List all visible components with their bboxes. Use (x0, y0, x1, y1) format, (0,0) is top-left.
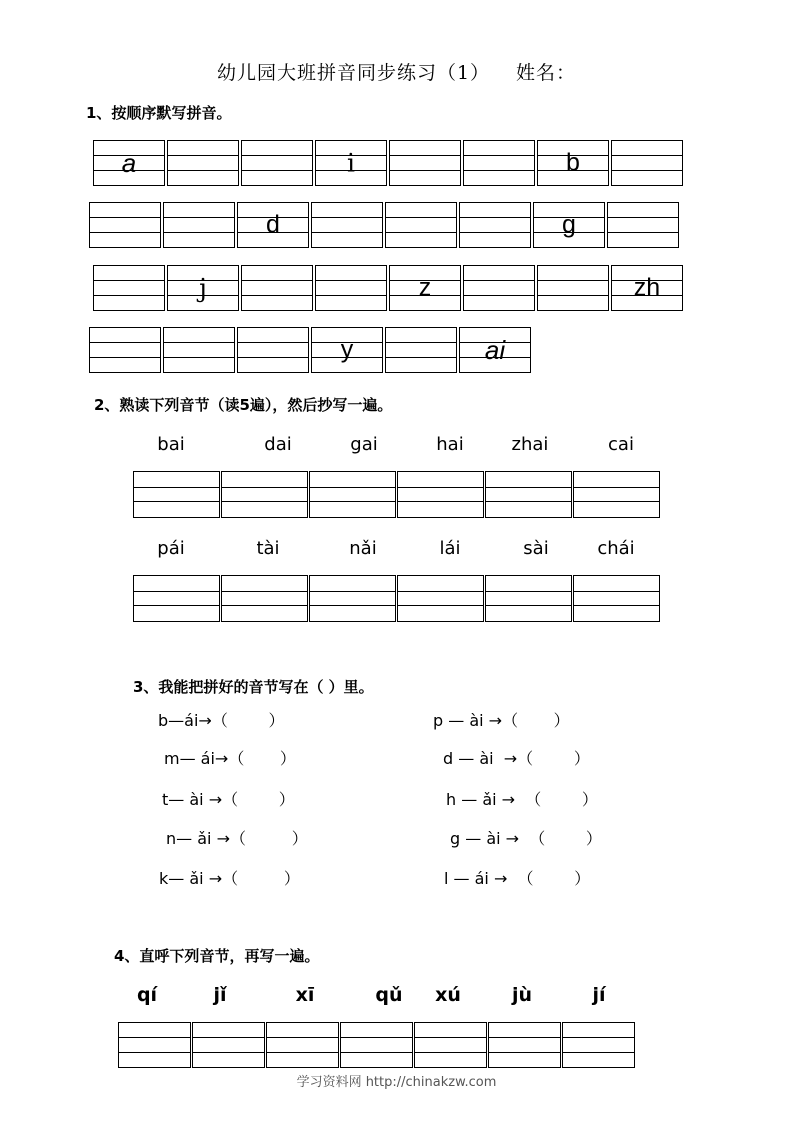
writing-cell[interactable] (241, 265, 313, 311)
writing-cell[interactable] (89, 202, 161, 248)
footer-watermark: 学习资料网 http://chinakzw.com (296, 1075, 497, 1090)
writing-cell[interactable] (463, 265, 535, 311)
syllable: zhai (511, 434, 549, 455)
writing-cell[interactable] (397, 471, 484, 518)
writing-cell[interactable] (237, 327, 309, 373)
writing-cell[interactable] (389, 140, 461, 186)
blank-question[interactable]: k— ǎi →（ ） (159, 869, 300, 888)
cell-letter: z (418, 273, 432, 302)
syllable: jǐ (213, 984, 227, 1006)
section4-heading: 4、直呼下列音节，再写一遍。 (114, 947, 320, 965)
syllable: gai (350, 434, 378, 455)
writing-cell[interactable] (133, 575, 220, 622)
blank-question[interactable]: g — ài → （ ） (450, 829, 602, 848)
writing-cell[interactable] (607, 202, 679, 248)
writing-cell[interactable] (485, 471, 572, 518)
writing-cell[interactable] (309, 471, 396, 518)
name-label: 姓名： (516, 62, 577, 84)
writing-cell[interactable] (93, 265, 165, 311)
cell-letter: j (199, 273, 207, 303)
writing-cell[interactable] (385, 202, 457, 248)
syllable: jí (592, 984, 606, 1006)
writing-cell[interactable] (167, 265, 239, 311)
writing-cell[interactable] (221, 575, 308, 622)
syllable: jù (511, 984, 533, 1006)
syllable: hai (436, 434, 464, 455)
cell-letter: ai (484, 335, 506, 365)
writing-cell[interactable] (537, 265, 609, 311)
writing-cell[interactable] (311, 202, 383, 248)
writing-cell[interactable] (562, 1022, 635, 1068)
writing-cell[interactable] (93, 140, 165, 186)
writing-cell[interactable] (311, 327, 383, 373)
blank-question[interactable]: b—ái→（ ） (158, 711, 285, 730)
writing-cell[interactable] (611, 265, 683, 311)
blank-question[interactable]: t— ài →（ ） (162, 790, 295, 809)
blank-question[interactable]: h — ǎi → （ ） (446, 790, 598, 809)
writing-cell[interactable] (315, 265, 387, 311)
writing-cell[interactable] (459, 327, 531, 373)
syllable: qí (136, 984, 158, 1006)
cell-letter: y (340, 335, 354, 364)
worksheet-title: 幼儿园大班拼音同步练习（1） (216, 62, 491, 84)
writing-cell[interactable] (397, 575, 484, 622)
writing-cell[interactable] (309, 575, 396, 622)
syllable: sài (523, 538, 549, 559)
section2-heading: 2、熟读下列音节（读5遍），然后抄写一遍。 (94, 396, 393, 414)
syllable: xī (295, 984, 315, 1006)
writing-cell[interactable] (221, 471, 308, 518)
writing-cell[interactable] (463, 140, 535, 186)
syllable: nǎi (349, 538, 377, 559)
page-title (0, 58, 793, 85)
writing-cell[interactable] (533, 202, 605, 248)
writing-cell[interactable] (89, 327, 161, 373)
syllable: dai (264, 434, 292, 455)
writing-cell[interactable] (414, 1022, 487, 1068)
blank-question[interactable]: n— ǎi →（ ） (166, 829, 308, 848)
writing-cell[interactable] (537, 140, 609, 186)
cell-letter: g (562, 210, 576, 239)
cell-letter: a (121, 148, 137, 178)
writing-cell[interactable] (133, 471, 220, 518)
writing-cell[interactable] (241, 140, 313, 186)
writing-cell[interactable] (488, 1022, 561, 1068)
writing-cell[interactable] (237, 202, 309, 248)
blank-question[interactable]: l — ái → （ ） (444, 869, 591, 888)
section3-heading: 3、我能把拼好的音节写在（ ）里。 (133, 678, 374, 696)
writing-cell[interactable] (389, 265, 461, 311)
blank-question[interactable]: p — ài →（ ） (433, 711, 570, 730)
writing-cell[interactable] (611, 140, 683, 186)
section1-heading: 1、按顺序默写拼音。 (86, 104, 232, 122)
blank-question[interactable]: m— ái→（ ） (164, 749, 296, 768)
writing-cell[interactable] (485, 575, 572, 622)
syllable: xú (435, 984, 461, 1006)
writing-cell[interactable] (573, 471, 660, 518)
syllable: bai (157, 434, 185, 455)
syllable: chái (597, 538, 635, 559)
syllable: cai (608, 434, 634, 455)
writing-cell[interactable] (118, 1022, 191, 1068)
writing-cell[interactable] (163, 202, 235, 248)
writing-cell[interactable] (167, 140, 239, 186)
writing-cell[interactable] (340, 1022, 413, 1068)
writing-cell[interactable] (459, 202, 531, 248)
cell-letter: i (347, 148, 355, 178)
syllable: tài (256, 538, 280, 559)
cell-letter: d (266, 210, 280, 239)
syllable: lái (439, 538, 461, 559)
writing-cell[interactable] (163, 327, 235, 373)
cell-letter: zh (633, 273, 661, 302)
blank-question[interactable]: d — ài →（ ） (443, 749, 590, 768)
writing-cell[interactable] (266, 1022, 339, 1068)
writing-cell[interactable] (315, 140, 387, 186)
writing-cell[interactable] (385, 327, 457, 373)
syllable: pái (157, 538, 185, 559)
cell-letter: b (566, 148, 580, 177)
writing-cell[interactable] (192, 1022, 265, 1068)
writing-cell[interactable] (573, 575, 660, 622)
syllable: qǔ (375, 984, 403, 1006)
